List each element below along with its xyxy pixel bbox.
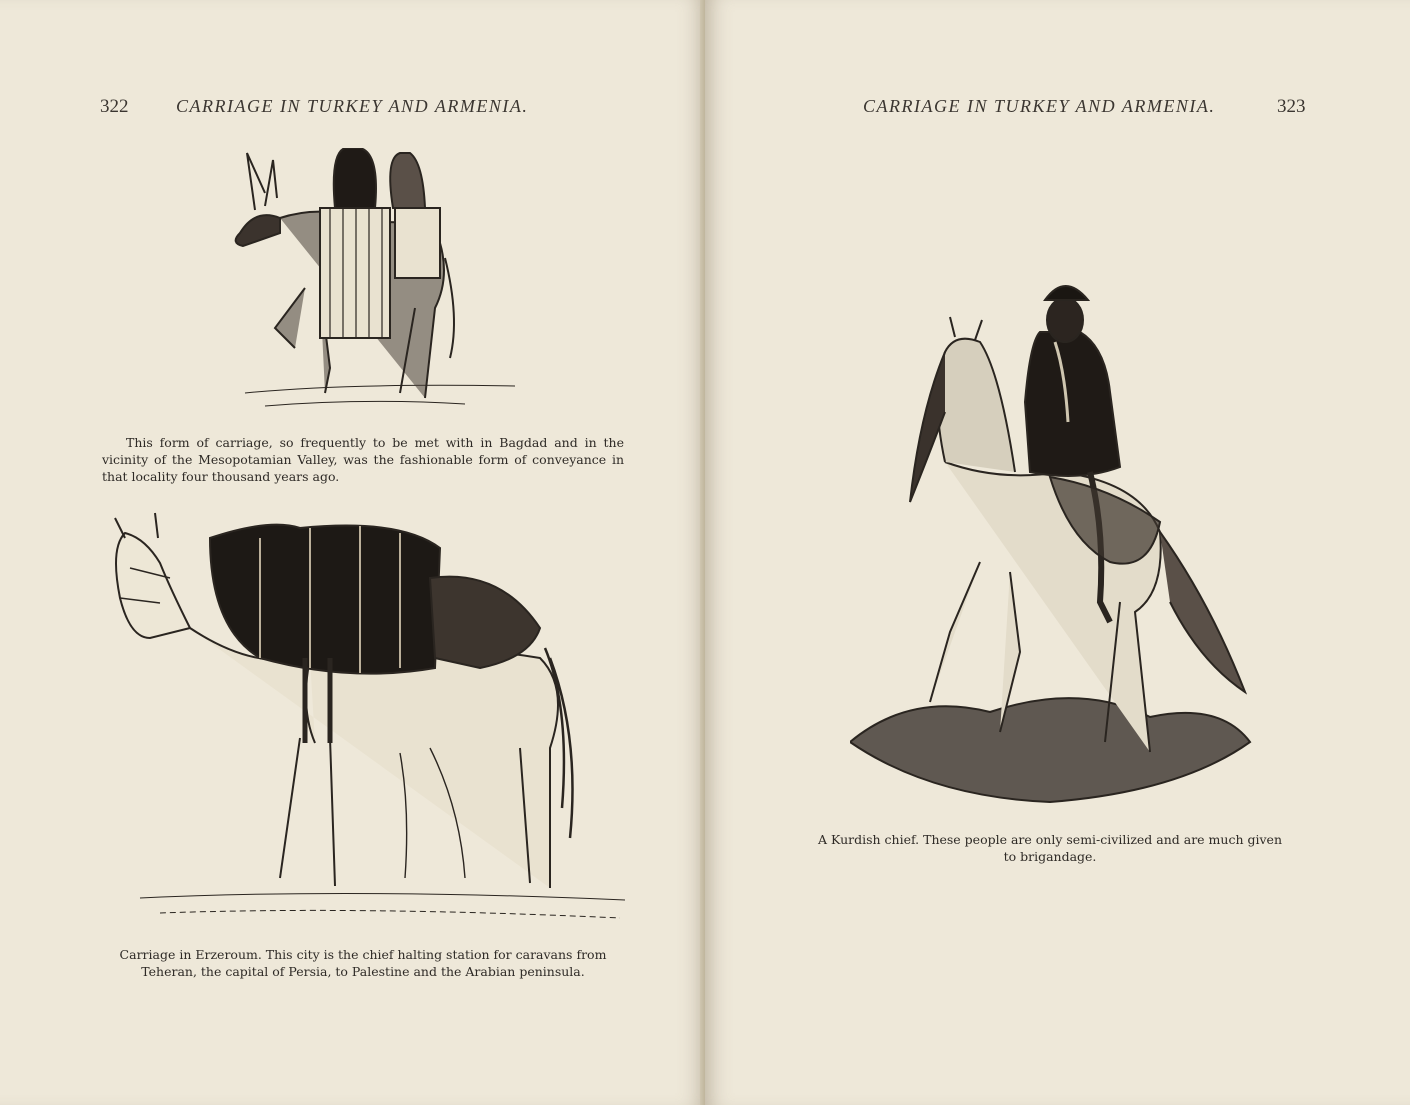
- donkey-illustration: [225, 148, 520, 423]
- running-head: CARRIAGE IN TURKEY AND ARMENIA.: [863, 96, 1216, 116]
- figure-caption: A Kurdish chief. These people are only semi-civilized and are much given to brigandage.: [818, 832, 1282, 864]
- page-number: 323: [1277, 96, 1306, 117]
- figure-caption: Carriage in Erzeroum. This city is the chief halting station for caravans from Teheran, the capital of Persia, to Palestine and the Arabian peninsula.: [119, 947, 607, 979]
- right-page: [705, 0, 1410, 1105]
- pack-horse-illustration: [100, 508, 630, 933]
- kurdish-chief-illustration: [850, 272, 1255, 812]
- figure-caption: This form of carriage, so frequently to be met with in Bagdad and in the vicinity of the Mesopotamian Valley, was the fashionable form of conveyance in that locality four thousand years ago.: [102, 435, 624, 484]
- running-head: CARRIAGE IN TURKEY AND ARMENIA.: [176, 96, 529, 116]
- page-number: 322: [100, 96, 129, 117]
